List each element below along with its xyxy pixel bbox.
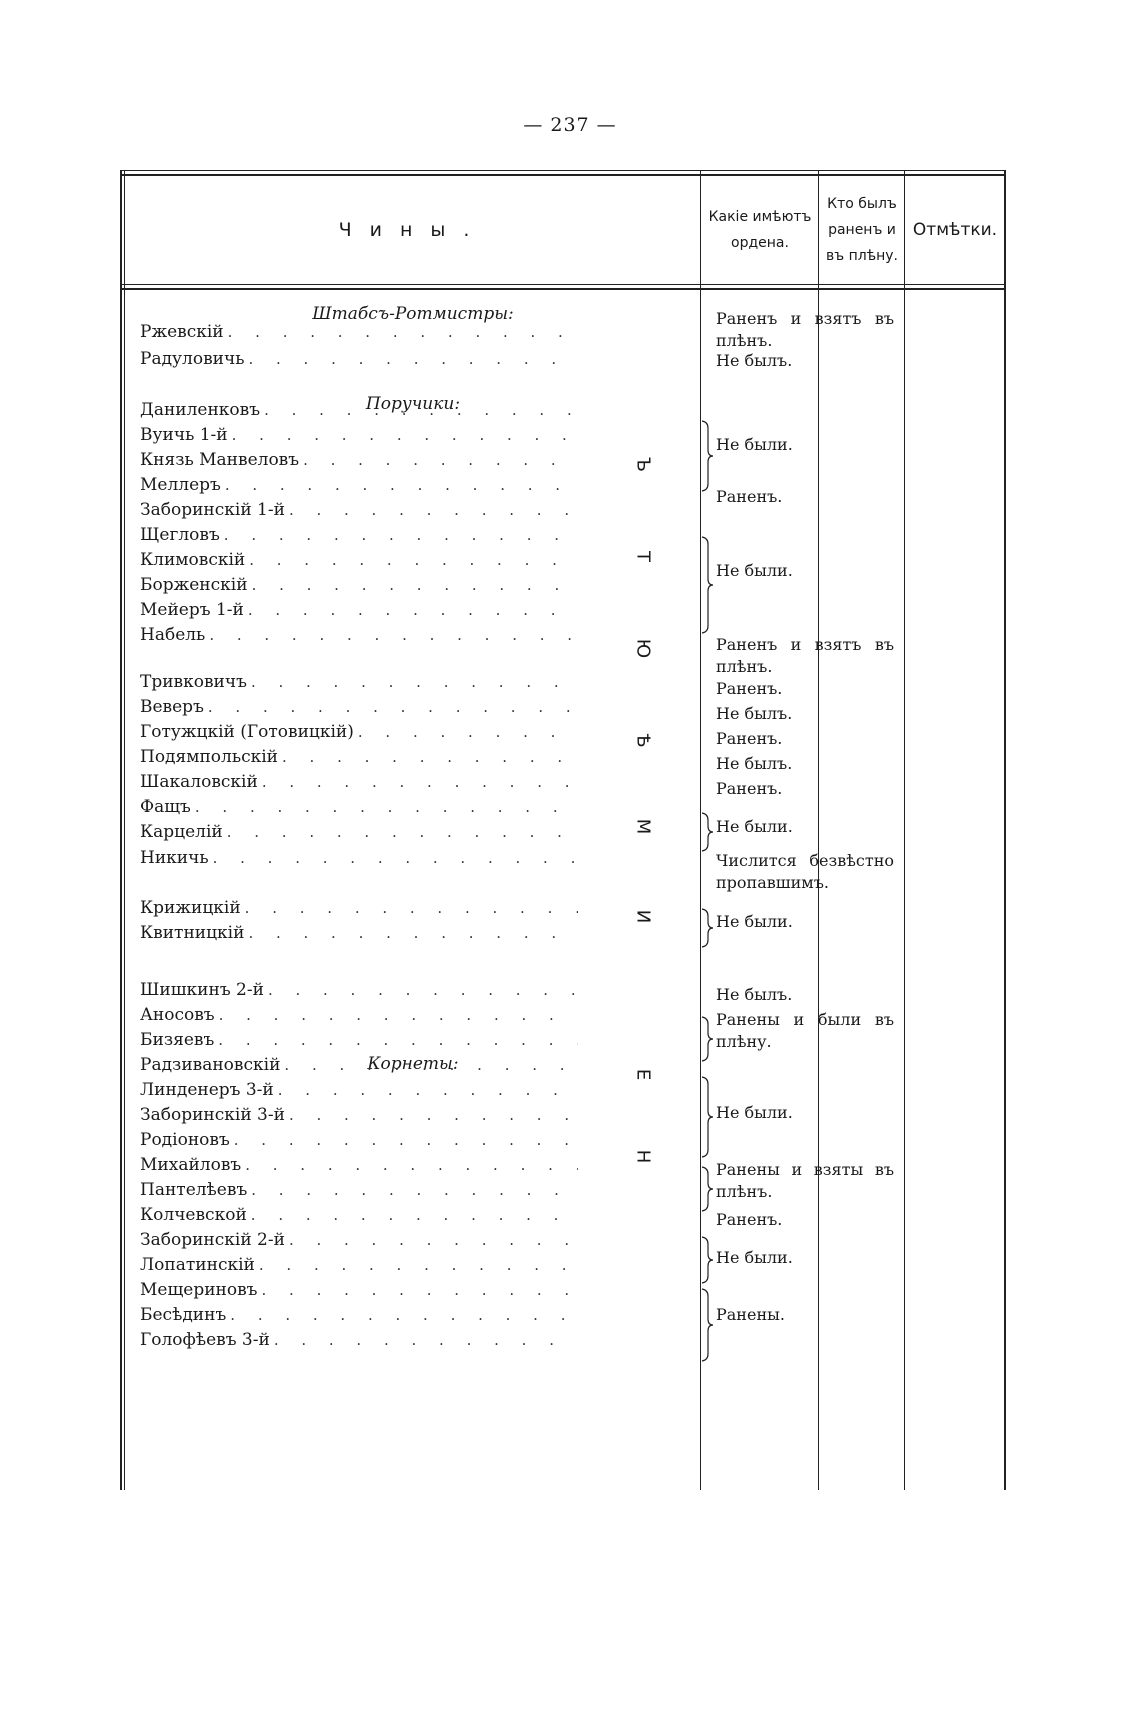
officer-name: Аносовъ — [140, 1005, 215, 1025]
grouping-brace — [700, 1236, 714, 1284]
status-text: Не были. — [716, 1103, 793, 1122]
officer-name: Бесѣдинъ — [140, 1305, 227, 1325]
status-text: Не были. — [716, 817, 793, 836]
officer-name: Тривковичъ — [140, 672, 247, 692]
leader-dots — [195, 798, 578, 816]
officer-name: Крижицкій — [140, 898, 241, 918]
officer-name: Никичь — [140, 848, 209, 868]
leader-dots — [274, 1331, 578, 1349]
column-divider-notes — [904, 170, 905, 1490]
status-text: Не былъ. — [716, 704, 793, 723]
leader-dots — [219, 1006, 578, 1024]
leader-dots — [248, 350, 578, 368]
name-row — [140, 1205, 578, 1229]
status-text: Раненъ. — [716, 487, 783, 506]
officer-name: Радзивановскій — [140, 1055, 281, 1075]
header-orders: Какіе имѣютъ ордена. — [708, 209, 812, 251]
status-text: Не были. — [716, 912, 793, 931]
officer-name: Подямпольскій — [140, 747, 279, 767]
name-row — [140, 525, 578, 549]
vertical-letter: Ѣ — [632, 733, 654, 748]
officer-name: Веверъ — [140, 697, 204, 717]
leader-dots — [282, 748, 578, 766]
leader-dots — [289, 501, 578, 519]
name-row — [140, 1305, 578, 1329]
status-text: Раненъ и взятъ въ плѣнъ. — [716, 309, 894, 350]
officer-name: Заборинскій 3-й — [140, 1105, 285, 1125]
vertical-letter: Ъ — [632, 457, 654, 472]
status-text: Ранены и взяты въ плѣнъ. — [716, 1160, 894, 1201]
name-row — [140, 500, 578, 524]
name-row — [140, 1280, 578, 1304]
leader-dots — [262, 773, 578, 791]
officer-name: Мейеръ 1-й — [140, 600, 244, 620]
officer-name: Пантелѣевъ — [140, 1180, 248, 1200]
officer-name: Карцелій — [140, 822, 223, 842]
header-bottom-rule — [120, 284, 1006, 285]
status-text: Не былъ. — [716, 985, 793, 1004]
status-text: Раненъ. — [716, 779, 783, 798]
table-right-border — [1004, 170, 1006, 1490]
leader-dots — [225, 476, 578, 494]
officer-name: Вуичь 1-й — [140, 425, 228, 445]
name-row — [140, 425, 578, 449]
status-text: Ранены. — [716, 1305, 785, 1324]
name-row — [140, 1030, 578, 1054]
name-row — [140, 1005, 578, 1029]
officer-name: Даниленковъ — [140, 400, 261, 420]
officer-name: Шакаловскій — [140, 772, 258, 792]
leader-dots — [289, 1231, 578, 1249]
officer-name: Михайловъ — [140, 1155, 242, 1175]
table-left-border-inner — [124, 170, 125, 1490]
header-ranks: Чины. — [338, 219, 488, 241]
officer-name: Заборинскій 2-й — [140, 1230, 285, 1250]
header-notes: Отмѣтки. — [912, 220, 998, 240]
leader-dots — [248, 924, 578, 942]
name-row — [140, 722, 578, 746]
leader-dots — [251, 673, 578, 691]
leader-dots — [227, 823, 578, 841]
name-row — [140, 1330, 578, 1354]
name-row — [140, 475, 578, 499]
name-row — [140, 625, 578, 649]
name-row — [140, 898, 578, 922]
leader-dots — [230, 1306, 578, 1324]
name-row — [140, 1130, 578, 1154]
leader-dots — [228, 323, 578, 341]
name-row — [140, 797, 578, 821]
officer-name: Мещериновъ — [140, 1280, 258, 1300]
officer-name: Бизяевъ — [140, 1030, 215, 1050]
name-row — [140, 1055, 578, 1079]
leader-dots — [284, 1056, 578, 1074]
name-row — [140, 772, 578, 796]
name-row — [140, 400, 578, 424]
name-row — [140, 600, 578, 624]
header-wounded: Кто былъ раненъ и въ плѣну. — [826, 196, 898, 264]
leader-dots — [224, 526, 578, 544]
leader-dots — [264, 401, 578, 419]
status-text: Не были. — [716, 435, 793, 454]
officer-name: Меллеръ — [140, 475, 221, 495]
section-heading: Поручики: — [365, 394, 461, 414]
grouping-brace — [700, 812, 714, 852]
name-row — [140, 980, 578, 1004]
officer-name: Ржевскій — [140, 322, 224, 342]
grouping-brace — [700, 1016, 714, 1062]
officer-name: Квитницкій — [140, 923, 245, 943]
section-heading: Штабсъ-Ротмистры: — [312, 304, 514, 324]
status-text: Не были. — [716, 1248, 793, 1267]
leader-dots — [245, 899, 578, 917]
vertical-letter: М — [632, 818, 654, 835]
section-heading: Корнеты: — [367, 1054, 459, 1074]
name-row — [140, 1155, 578, 1179]
officer-name: Родіоновъ — [140, 1130, 230, 1150]
officer-name: Климовскій — [140, 550, 246, 570]
name-row — [140, 848, 578, 872]
name-row — [140, 575, 578, 599]
name-row — [140, 672, 578, 696]
officer-name: Щегловъ — [140, 525, 220, 545]
officer-name: Готужцкій (Готовицкій) — [140, 722, 354, 742]
header-bottom-rule-double — [120, 288, 1006, 290]
leader-dots — [245, 1156, 578, 1174]
vertical-letter: Н — [632, 1149, 654, 1164]
officer-name: Голофѣевъ 3-й — [140, 1330, 270, 1350]
vertical-letter: Т — [632, 551, 654, 562]
name-row — [140, 1230, 578, 1254]
officer-name: Радуловичь — [140, 349, 245, 369]
vertical-letter: Е — [632, 1068, 654, 1081]
leader-dots — [218, 1031, 578, 1049]
name-row — [140, 923, 578, 947]
leader-dots — [249, 551, 578, 569]
leader-dots — [248, 601, 578, 619]
leader-dots — [251, 1181, 578, 1199]
leader-dots — [262, 1281, 579, 1299]
name-row — [140, 349, 578, 373]
status-text: Раненъ. — [716, 1210, 783, 1229]
status-text: Не былъ. — [716, 351, 793, 370]
leader-dots — [252, 576, 578, 594]
name-row — [140, 322, 578, 346]
leader-dots — [209, 626, 578, 644]
officer-name: Князь Манвеловъ — [140, 450, 300, 470]
officer-name: Борженскій — [140, 575, 248, 595]
officer-name: Набель — [140, 625, 206, 645]
table-left-border — [120, 170, 122, 1490]
table-top-rule — [120, 170, 1006, 171]
leader-dots — [234, 1131, 578, 1149]
leader-dots — [232, 426, 578, 444]
page-number: — 237 — — [523, 114, 617, 136]
name-row — [140, 747, 578, 771]
leader-dots — [278, 1081, 578, 1099]
officer-name: Колчевской — [140, 1205, 247, 1225]
name-row — [140, 550, 578, 574]
status-text: Раненъ. — [716, 729, 783, 748]
grouping-brace — [700, 1076, 714, 1158]
grouping-brace — [700, 536, 714, 634]
leader-dots — [358, 723, 578, 741]
status-text: Раненъ и взятъ въ плѣнъ. — [716, 635, 894, 676]
officer-name: Шишкинъ 2-й — [140, 980, 264, 1000]
name-row — [140, 1180, 578, 1204]
vertical-letter: Ю — [632, 638, 654, 659]
leader-dots — [268, 981, 578, 999]
name-row — [140, 697, 578, 721]
officer-name: Заборинскій 1-й — [140, 500, 285, 520]
status-text: Раненъ. — [716, 679, 783, 698]
status-text: Не были. — [716, 561, 793, 580]
status-text: Ранены и были въ плѣну. — [716, 1010, 894, 1051]
name-row — [140, 1255, 578, 1279]
grouping-brace — [700, 1288, 714, 1362]
leader-dots — [213, 849, 578, 867]
officer-name: Фащъ — [140, 797, 191, 817]
leader-dots — [303, 451, 578, 469]
status-text: Не былъ. — [716, 754, 793, 773]
grouping-brace — [700, 1166, 714, 1212]
leader-dots — [259, 1256, 578, 1274]
name-row — [140, 450, 578, 474]
grouping-brace — [700, 420, 714, 492]
grouping-brace — [700, 908, 714, 948]
vertical-letter: И — [632, 909, 654, 924]
leader-dots — [208, 698, 578, 716]
leader-dots — [251, 1206, 578, 1224]
leader-dots — [289, 1106, 578, 1124]
officer-name: Лопатинскій — [140, 1255, 255, 1275]
name-row — [140, 1080, 578, 1104]
name-row — [140, 1105, 578, 1129]
name-row — [140, 822, 578, 846]
status-text: Числится безвѣстно пропавшимъ. — [716, 851, 894, 892]
officer-name: Линденеръ 3-й — [140, 1080, 274, 1100]
